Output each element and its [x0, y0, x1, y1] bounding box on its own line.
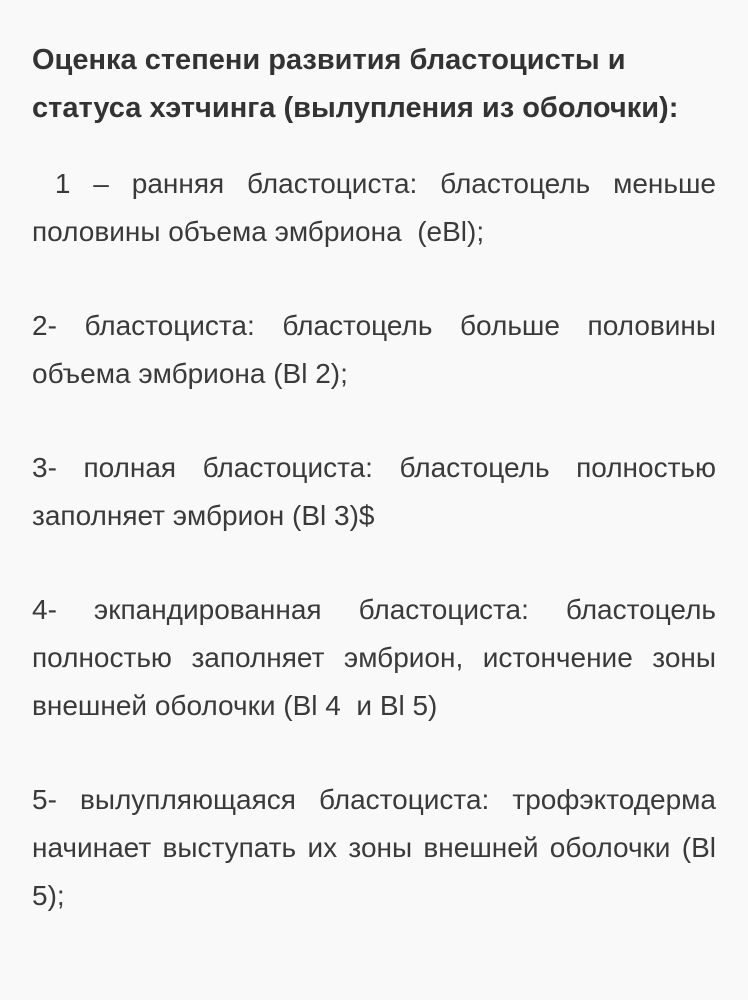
list-item: 1 – ранняя бластоциста: бластоцель меньше половины объема эмбриона (eBl); [32, 168, 724, 247]
list-item: 3- полная бластоциста: бластоцель полностью заполняет эмбрион (Bl 3)$ [32, 452, 724, 531]
list-item: 4- экпандированная бластоциста: бластоцель полностью заполняет эмбрион, истончение зоны внешней оболочки (Bl 4 и Bl 5) [32, 594, 724, 721]
list-item: 5- вылупляющаяся бластоциста: трофэктодерма начинает выступать их зоны внешней оболочки (Bl 5); [32, 784, 724, 911]
list-item: 2- бластоциста: бластоцель больше половины объема эмбриона (Bl 2); [32, 310, 724, 389]
document-heading: Оценка степени развития бластоцисты и статуса хэтчинга (вылупления из оболочки): [32, 44, 679, 124]
